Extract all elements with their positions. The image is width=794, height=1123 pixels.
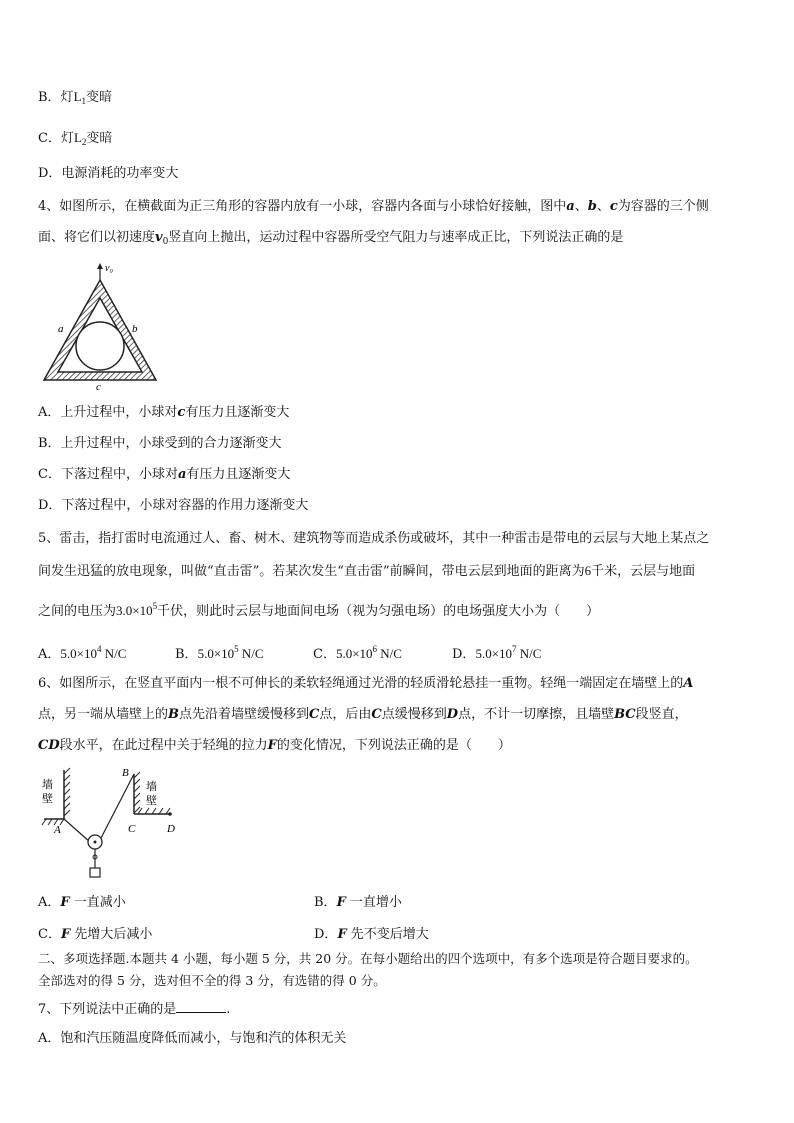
point-a: A <box>683 676 694 691</box>
var-f: F <box>267 738 277 753</box>
label-b: B <box>122 767 129 779</box>
option-exponent: 6 <box>372 644 378 654</box>
q6-stem-line3 <box>38 737 511 755</box>
q6-option-b <box>314 894 402 912</box>
left-wall-hatch <box>64 768 70 816</box>
label-v0: v₀ <box>105 263 113 274</box>
var-f: F <box>60 927 71 942</box>
lamp-l2: L <box>73 130 82 145</box>
q5-stem-line1: 5、雷击，指打雷时电流通过人、畜、树木、建筑物等而造成杀伤或破坏，其中一种雷击是带电的云层与大地上某点之 <box>38 531 710 546</box>
var-a: a <box>566 199 575 214</box>
label-wall-right-2: 壁 <box>146 795 157 807</box>
option-label: B． <box>175 647 198 662</box>
label-a: a <box>58 323 64 335</box>
section2-instructions-line1: 二、多项选择题.本题共 4 小题，每小题 5 分，共 20 分。在每小题给出的四个选项中，有多个选项是符合题目要求的。 <box>38 951 698 966</box>
q4-stem-text: 4、如图所示，在横截面为正三角形的容器内放有一小球，容器内各面与小球恰好接触，图中 <box>38 199 567 214</box>
point-b: B <box>168 707 180 722</box>
q6-stem-text: 段水平，在此过程中关于轻绳的拉力 <box>59 738 268 753</box>
lamp-l1: L <box>73 89 82 104</box>
sep: 、 <box>596 199 610 214</box>
label-wall-left-2: 壁 <box>42 793 53 805</box>
q5-stem-line3 <box>38 597 599 621</box>
q3-option-c-suffix: 变暗 <box>86 131 113 146</box>
var-c: c <box>177 405 186 420</box>
q5-stem-text: 之间的电压为 <box>38 604 117 619</box>
var-f: F <box>337 927 347 942</box>
var-a: a <box>177 467 187 482</box>
section2-instructions-line2: 全部选对的得 5 分，选对但不全的得 3 分，有选错的得 0 分。 <box>38 973 386 988</box>
q4-stem-text: 竖直向上抛出，运动过程中容器所受空气阻力与速率成正比，下列说法正确的是 <box>168 230 624 245</box>
q4-option-c-text: C．下落过程中，小球对 <box>38 467 178 482</box>
q4-option-a-text: A．上升过程中，小球对 <box>38 405 178 420</box>
option-exponent: 7 <box>512 644 517 654</box>
option-unit: N/C <box>516 646 542 661</box>
q7-stem-end: . <box>226 1002 231 1017</box>
ball <box>76 322 124 370</box>
option-unit: N/C <box>101 646 127 661</box>
q3-option-b <box>38 88 112 110</box>
q6-stem-text: 点，另一端从墙壁上的 <box>38 707 169 722</box>
q5-option-b <box>175 640 264 664</box>
q4-stem-line2 <box>38 229 623 251</box>
q3-option-d: D．电源消耗的功率变大 <box>38 166 179 181</box>
option-text: 一直增小 <box>345 895 402 910</box>
weight <box>90 868 100 877</box>
var-b: b <box>587 199 597 214</box>
q6-stem-text: 段竖直， <box>635 707 688 722</box>
option-label: C． <box>313 647 336 662</box>
q5-stem-text: 千米，云层与地面 <box>591 564 696 579</box>
q4-option-a <box>38 404 289 422</box>
lamp-l2-subscript: 2 <box>81 137 87 147</box>
answer-blank[interactable] <box>176 1000 226 1013</box>
option-label: A． <box>38 647 61 662</box>
point-c: C <box>371 707 382 722</box>
point-d: D <box>446 707 459 722</box>
q4-option-b: B．上升过程中，小球受到的合力逐渐变大 <box>38 436 282 451</box>
var-f: F <box>336 895 346 910</box>
q6-stem-text: 点先沿着墙壁缓慢移到 <box>179 707 310 722</box>
q6-stem-text: 点，后由 <box>319 707 372 722</box>
q5-voltage: 3.0×10 <box>116 603 153 618</box>
option-label: C． <box>38 927 61 942</box>
q4-stem-text: 面、将它们以初速度 <box>38 230 156 245</box>
var-v0-subscript: 0 <box>162 237 169 247</box>
option-label: B． <box>314 895 337 910</box>
label-a: A <box>54 824 61 836</box>
q4-option-d: D．下落过程中，小球对容器的作用力逐渐变大 <box>38 498 309 513</box>
q6-stem-text: 6、如图所示，在竖直平面内一根不可伸长的柔软轻绳通过光滑的轻质滑轮悬挂一重物。轻绳一端固定在墙壁上的 <box>38 676 684 691</box>
rope-left <box>64 819 90 842</box>
q7-stem-text: 7、下列说法中正确的是 <box>38 1002 177 1017</box>
right-wall-hatch <box>134 772 140 813</box>
var-v0: v <box>155 230 163 245</box>
q6-stem-line2 <box>38 706 688 724</box>
option-text: 一直减小 <box>69 895 126 910</box>
velocity-arrowhead <box>97 263 103 269</box>
segment-bc: BC <box>614 707 636 722</box>
q3-option-b-prefix: B．灯 <box>38 90 74 105</box>
segment-cd: CD <box>38 738 60 753</box>
q4-option-c-text: 有压力且逐渐变大 <box>186 467 291 482</box>
var-f: F <box>60 895 70 910</box>
q6-option-c <box>38 926 152 944</box>
q6-option-d <box>314 926 429 944</box>
point-c: C <box>309 707 320 722</box>
q6-stem-text: 点，不计一切摩擦，且墙壁 <box>458 707 615 722</box>
q4-triangle-figure <box>38 262 168 392</box>
q4-stem-text: 为容器的三个侧 <box>617 199 709 214</box>
q3-option-b-suffix: 变暗 <box>86 90 113 105</box>
q7-stem <box>38 1000 230 1019</box>
lamp-l1-subscript: 1 <box>81 96 87 106</box>
option-label: D． <box>452 647 476 662</box>
q6-pulley-figure <box>38 764 188 889</box>
q5-stem-line2 <box>38 562 695 581</box>
q3-option-c-prefix: C．灯 <box>38 131 74 146</box>
q5-voltage-exponent: 5 <box>152 601 158 611</box>
q5-stem-text: 千伏，则此时云层与地面间电场（视为匀强电场）的电场强度大小为（ ） <box>157 604 600 619</box>
q5-stem-text: 间发生迅猛的放电现象，叫做“直击雷”。若某次发生“直击雷”前瞬间，带电云层到地面的距离为 <box>38 564 585 579</box>
q5-distance: 6 <box>584 563 592 578</box>
q5-option-c <box>313 640 402 664</box>
sep: 、 <box>574 199 588 214</box>
option-value: 5.0×10 <box>475 646 513 661</box>
q4-option-c <box>38 466 290 484</box>
q5-option-d <box>452 640 541 664</box>
label-d: D <box>167 823 175 835</box>
q6-stem-line1 <box>38 675 693 693</box>
label-wall-right-1: 墙 <box>146 781 157 793</box>
option-text: 先增大后减小 <box>70 927 153 942</box>
q7-option-a: A．饱和汽压随温度降低而减小，与饱和汽的体积无关 <box>38 1031 347 1046</box>
option-value: 5.0×10 <box>197 646 235 661</box>
option-value: 5.0×10 <box>60 646 97 661</box>
q6-stem-text: 的变化情况，下列说法正确的是（ ） <box>276 738 511 753</box>
option-exponent: 4 <box>96 644 102 654</box>
label-b: b <box>132 323 138 335</box>
label-c: c <box>96 381 101 393</box>
q3-option-c <box>38 129 112 151</box>
option-unit: N/C <box>238 646 264 661</box>
option-label: A． <box>38 895 61 910</box>
option-unit: N/C <box>377 646 402 661</box>
label-c: C <box>128 823 136 835</box>
option-exponent: 5 <box>234 644 239 654</box>
var-c: c <box>609 199 618 214</box>
q4-option-a-text: 有压力且逐渐变大 <box>185 405 290 420</box>
q5-option-a <box>38 640 126 664</box>
q6-option-a <box>38 894 126 912</box>
option-text: 先不变后增大 <box>346 927 429 942</box>
q6-stem-text: 点缓慢移到 <box>381 707 447 722</box>
label-wall-left-1: 墙 <box>42 779 53 791</box>
option-label: D． <box>314 927 338 942</box>
point-c-dot <box>168 812 172 816</box>
q4-stem-line1 <box>38 198 709 216</box>
option-value: 5.0×10 <box>335 646 373 661</box>
